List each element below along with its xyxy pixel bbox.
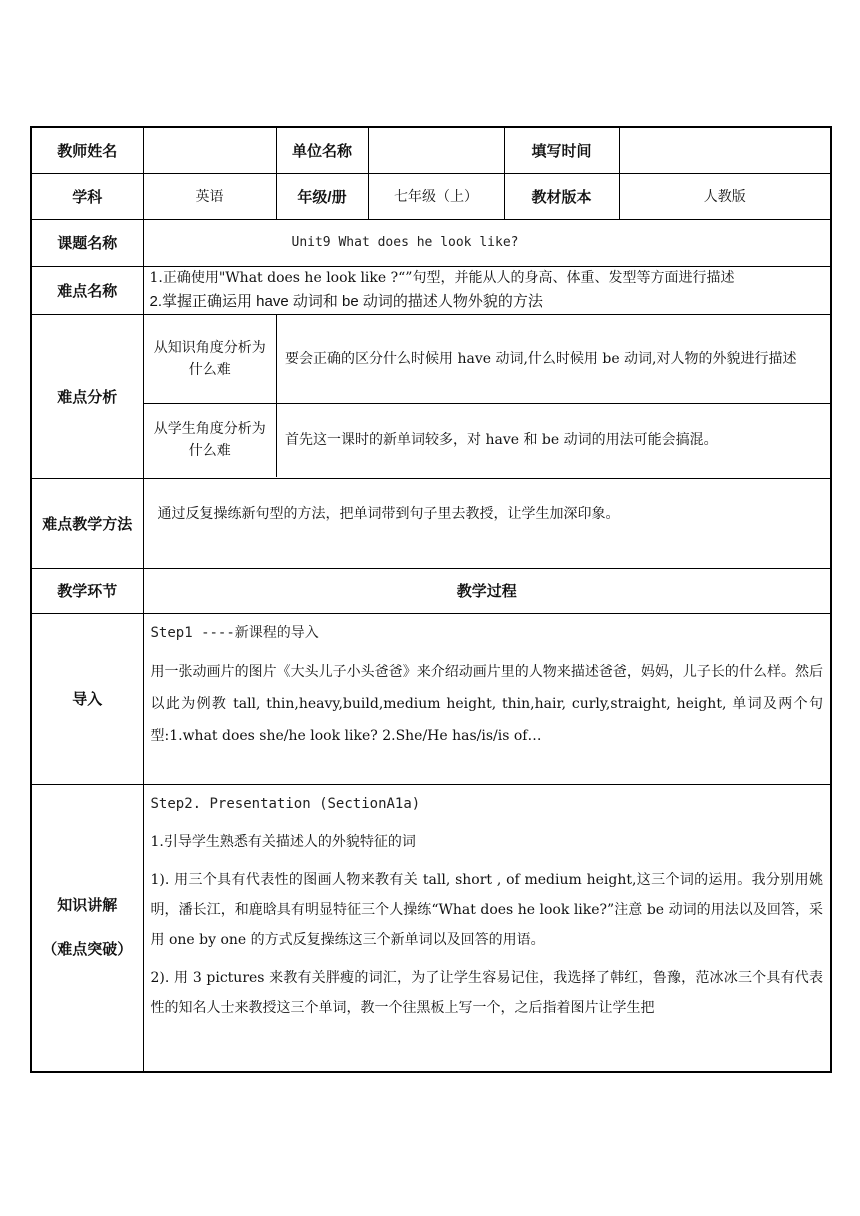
student-angle-label: 从学生角度分析为什么难 [144,403,277,477]
grade-value: 七年级（上） [368,173,504,219]
difficulty-label: 难点名称 [31,266,143,314]
analysis-label: 难点分析 [31,314,143,478]
knowledge-paragraph-2: 1). 用三个具有代表性的图画人物来教有关 tall, short , of medium height,这三个词的运用。我分别用姚明，潘长江，和鹿晗具有明显特征三个人操练“What does he look like?”注意 be 动词的用法以及回答，采用 one by one 的方式反复操练这三个新单词以及回答的用语。 [150,871,823,948]
difficulty-line-1: 1.正确使用"What does he look like ?“”句型，并能从人的身高、体重、发型等方面进行描述 [149,270,735,286]
method-text: 通过反复操练新句型的方法，把单词带到句子里去教授，让学生加深印象。 [143,478,831,568]
difficulty-line-2: 2.掌握正确运用 have 动词和 be 动词的描述人物外貌的方法 [149,293,543,310]
teacher-name-label: 教师姓名 [31,127,143,173]
knowledge-angle-text: 要会正确的区分什么时候用 have 动词,什么时候用 be 动词,对人物的外貌进行描述 [285,350,797,367]
row-difficulty [31,266,831,314]
edition-value: 人教版 [619,173,831,219]
knowledge-step-title: Step2. Presentation (SectionA1a) [150,795,421,812]
intro-paragraph: 用一张动画片的图片《大头儿子小头爸爸》来介绍动画片里的人物来描述爸爸，妈妈，儿子长的什么样。然后以此为例教 tall, thin,heavy,build,medium height, thin,hair, curly,straight, height, 单词及两个句型:1.what does she/he look like? 2.She/He has/is/is of… [150,663,823,744]
row-topic [31,219,831,266]
analysis-subtable [144,315,831,477]
knowledge-label-line-2: （难点突破） [42,940,133,958]
process-stage-label: 教学环节 [31,568,143,613]
subject-label: 学科 [31,173,143,219]
process-title: 教学过程 [143,568,831,613]
analysis-knowledge-row [144,315,831,403]
grade-label: 年级/册 [276,173,368,219]
row-method [31,478,831,568]
row-intro [31,613,831,784]
unit-name-value [368,127,504,173]
knowledge-content [143,784,831,1072]
method-label: 难点教学方法 [31,478,143,568]
fill-time-label: 填写时间 [504,127,619,173]
teacher-name-value [143,127,276,173]
analysis-content [143,314,831,478]
intro-content [143,613,831,784]
analysis-student-row [144,403,831,477]
topic-label: 课题名称 [31,219,143,266]
row-knowledge [31,784,831,1072]
subject-value: 英语 [143,173,276,219]
row-analysis [31,314,831,478]
knowledge-label [31,784,143,1072]
intro-label: 导入 [31,613,143,784]
intro-step-title: Step1 ----新课程的导入 [150,624,319,641]
row-process-header [31,568,831,613]
knowledge-label-line-1: 知识讲解 [57,896,118,914]
student-angle-text: 首先这一课时的新单词较多，对 have 和 be 动词的用法可能会搞混。 [277,403,831,477]
unit-name-label: 单位名称 [276,127,368,173]
lesson-plan-table [30,126,832,1073]
row-subject-info [31,173,831,219]
edition-label: 教材版本 [504,173,619,219]
difficulty-content [143,266,831,314]
topic-value: Unit9 What does he look like? [143,219,831,266]
row-teacher-info [31,127,831,173]
knowledge-angle-label: 从知识角度分析为什么难 [144,315,277,403]
knowledge-paragraph-1: 1.引导学生熟悉有关描述人的外貌特征的词 [150,833,416,850]
fill-time-value [619,127,831,173]
knowledge-paragraph-3: 2). 用 3 pictures 来教有关胖瘦的词汇，为了让学生容易记住，我选择了韩红，鲁豫，范冰冰三个具有代表性的知名人士来教授这三个单词，教一个往黑板上写一个，之后指着图片让学生把 [150,969,823,1016]
